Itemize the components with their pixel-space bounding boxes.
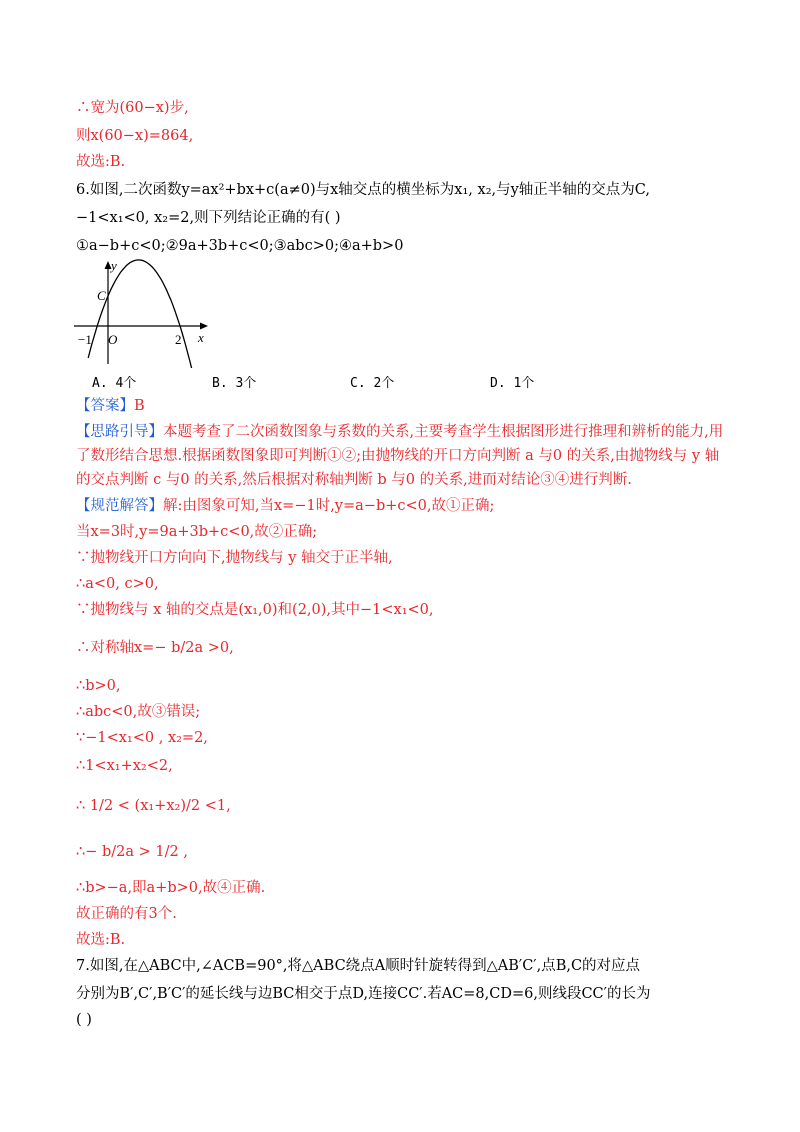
solution-line: ∴对称轴x=− b/2a >0, bbox=[76, 640, 234, 656]
tick-label-neg1: −1 bbox=[78, 332, 92, 347]
question-7-blank: ( ) bbox=[76, 1012, 92, 1028]
tick-label-2: 2 bbox=[175, 332, 182, 347]
parabola-curve bbox=[88, 260, 203, 368]
text-line: 则x(60−x)=864, bbox=[76, 128, 194, 144]
solution-line: 当x=3时,y=9a+3b+c<0,故②正确; bbox=[76, 524, 318, 540]
point-c-label: C bbox=[97, 288, 106, 303]
solution-line: ∴a<0, c>0, bbox=[76, 576, 159, 592]
solution-line: ∴− b/2a > 1/2 , bbox=[76, 844, 188, 860]
solution-line: ∴b>−a,即a+b>0,故④正确. bbox=[76, 880, 266, 896]
solution-line: 故选:B. bbox=[76, 932, 126, 948]
y-axis bbox=[105, 261, 112, 364]
answer-tag: 【答案】 bbox=[76, 398, 134, 414]
text-line: 故选:B. bbox=[76, 154, 126, 170]
solution-line: ∵−1<x₁<0 , x₂=2, bbox=[76, 730, 208, 746]
option-b: B. 3个 bbox=[212, 376, 257, 391]
analysis-tag: 【思路引导】 bbox=[76, 424, 163, 440]
solution-line: ∴1<x₁+x₂<2, bbox=[76, 758, 173, 774]
analysis-line: 的交点判断 c 与0 的关系,然后根据对称轴判断 b 与0 的关系,进而对结论③④进行判断. bbox=[76, 472, 632, 488]
parabola-graph bbox=[68, 258, 218, 368]
question-6-condition: −1<x₁<0, x₂=2,则下列结论正确的有( ) bbox=[76, 210, 341, 226]
solution-line: ∵抛物线开口方向向下,抛物线与 y 轴交于正半轴, bbox=[76, 550, 393, 566]
solution-line: 故正确的有3个. bbox=[76, 906, 177, 922]
option-d: D. 1个 bbox=[490, 376, 535, 391]
question-7-stem: 7.如图,在△ABC中,∠ACB=90°,将△ABC绕点A顺时针旋转得到△AB′C′,点B,C的对应点 bbox=[76, 958, 641, 974]
y-axis-label: y bbox=[111, 258, 117, 273]
solution-text: 解:由图象可知,当x=−1时,y=a−b+c<0,故①正确; bbox=[163, 498, 495, 514]
answer-value: B bbox=[134, 398, 145, 414]
solution-line: ∵抛物线与 x 轴的交点是(x₁,0)和(2,0),其中−1<x₁<0, bbox=[76, 602, 434, 618]
question-6-stem: 6.如图,二次函数y=ax²+bx+c(a≠0)与x轴交点的横坐标为x₁, x₂,与y轴正半轴的交点为C, bbox=[76, 182, 650, 198]
x-axis-label: x bbox=[198, 330, 204, 345]
solution-line: ∴ 1/2 < (x₁+x₂)/2 <1, bbox=[76, 798, 231, 814]
answer-line bbox=[76, 396, 145, 416]
solution-line: ∴abc<0,故③错误; bbox=[76, 704, 201, 720]
solution-tag: 【规范解答】 bbox=[76, 498, 163, 514]
solution-line: ∴b>0, bbox=[76, 678, 121, 694]
origin-label: O bbox=[108, 332, 118, 347]
analysis-line bbox=[76, 422, 723, 442]
option-c: C. 2个 bbox=[350, 376, 395, 391]
question-6-statements: ①a−b+c<0;②9a+3b+c<0;③abc>0;④a+b>0 bbox=[76, 238, 404, 254]
option-a: A. 4个 bbox=[92, 376, 137, 391]
analysis-text: 本题考查了二次函数图象与系数的关系,主要考查学生根据图形进行推理和辨析的能力,用 bbox=[163, 424, 724, 440]
question-7-stem: 分别为B′,C′,B′C′的延长线与边BC相交于点D,连接CC′.若AC=8,CD=6,则线段CC′的长为 bbox=[76, 986, 651, 1002]
text-line: ∴宽为(60−x)步, bbox=[76, 100, 189, 116]
solution-line bbox=[76, 496, 494, 516]
x-axis bbox=[74, 323, 208, 330]
analysis-line: 了数形结合思想.根据函数图象即可判断①②;由抛物线的开口方向判断 a 与0 的关系,由抛物线与 y 轴 bbox=[76, 448, 720, 464]
